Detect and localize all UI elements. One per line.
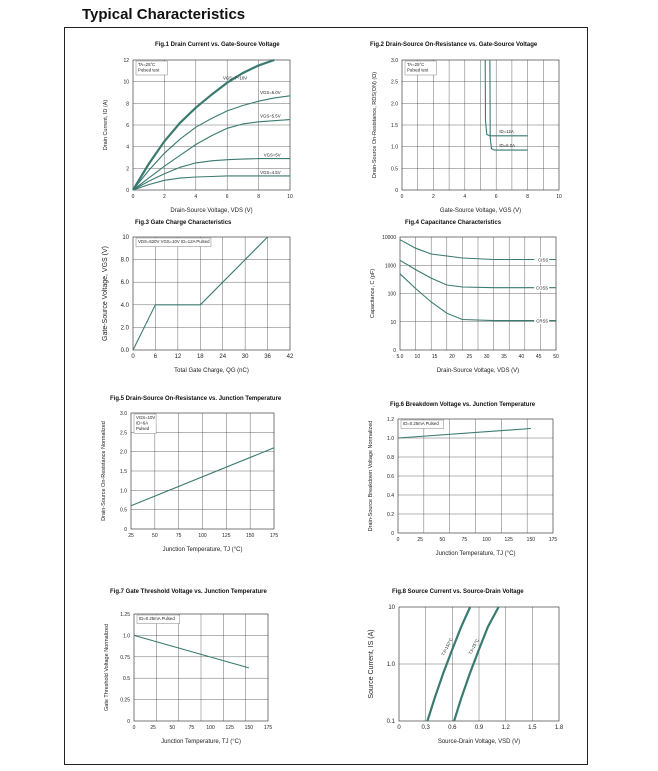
fig5-ytick-label: 3.0 <box>120 411 127 417</box>
fig4-xtick-label: 35 <box>501 354 507 360</box>
fig5-xtick-label: 25 <box>128 533 134 539</box>
fig6-ytick-label: 0.2 <box>387 512 394 518</box>
fig6-xtick-label: 50 <box>439 537 446 543</box>
fig2-ytick-label: 3.0 <box>391 58 398 64</box>
fig1-ytick-label: 12 <box>123 58 129 64</box>
fig8-xtick-label: 0.3 <box>421 725 430 731</box>
fig1-series-label: VGS=5V <box>263 152 281 158</box>
fig4-ytick-label: 1000 <box>384 263 396 270</box>
fig2-xtick-label: 6 <box>494 194 498 200</box>
fig2-xtick-label: 10 <box>556 194 562 200</box>
fig4-ytick-label: 10000 <box>382 235 396 241</box>
fig8-xtick-label: 0.6 <box>448 725 457 731</box>
fig6-xtick-label: 175 <box>548 537 558 543</box>
fig6-series-line <box>398 429 531 439</box>
fig1-note: Pulsed test <box>138 67 160 73</box>
fig1-ytick-label: 2 <box>126 166 129 173</box>
fig7-ytick-label: 1.0 <box>123 633 130 640</box>
fig6-note: ID=0.25mA Pulsed <box>403 421 439 426</box>
fig3-xtick-label: 24 <box>219 354 227 360</box>
fig1-panel <box>90 36 300 214</box>
fig3-ytick-label: 2.0 <box>120 325 129 332</box>
fig7-ytick-label: 0.5 <box>123 676 130 683</box>
fig1-ytick-label: 8 <box>126 101 129 108</box>
fig2-ytick-label: 1.0 <box>391 144 398 151</box>
fig5-note: ID=6A <box>136 420 149 426</box>
fig8-ytick-label: 1.0 <box>386 662 395 668</box>
fig7-xtick-label: 150 <box>244 725 254 731</box>
fig3-ylabel: Gate-Source Voltage, VGS (V) <box>102 246 109 341</box>
fig3-xtick-label: 18 <box>196 354 204 360</box>
fig1-chart <box>90 36 300 214</box>
fig8-xlabel: Source-Drain Voltage, VSD (V) <box>437 739 521 745</box>
fig2-series-label: ID=12A <box>499 128 514 134</box>
fig8-series-label: TJ=25°C <box>467 638 480 656</box>
fig6-xtick-label: 150 <box>526 537 536 543</box>
fig4-xtick-label: 15 <box>431 354 438 360</box>
fig7-xlabel: Junction Temperature, TJ (°C) <box>161 739 241 745</box>
fig8-series-label: TJ=150°C <box>440 637 454 657</box>
fig8-ytick-label: 0.1 <box>386 719 395 725</box>
fig4-ytick-label: 100 <box>387 291 396 298</box>
fig4-xtick-label: 5.0 <box>396 354 404 360</box>
fig4-chart <box>360 212 570 382</box>
fig4-xtick-label: 25 <box>466 354 473 360</box>
fig3-xtick-label: 6 <box>153 354 158 360</box>
fig5-xtick-label: 175 <box>269 533 279 539</box>
fig3-ytick-label: 4.0 <box>120 302 129 309</box>
fig5-xlabel: Junction Temperature, TJ (°C) <box>162 547 243 553</box>
fig1-xlabel: Drain-Source Voltage, VDS (V) <box>170 208 253 214</box>
fig2-ytick-label: 0 <box>395 188 398 194</box>
fig4-xlabel: Drain-Source Voltage, VDS (V) <box>436 368 520 374</box>
fig6-title: Fig.6 Breakdown Voltage vs. Junction Temperature <box>390 402 536 408</box>
fig3-xtick-label: 0 <box>131 354 135 360</box>
fig2-ytick-label: 2.0 <box>391 101 398 108</box>
fig4-ytick-label: 0 <box>393 348 396 354</box>
fig5-xtick-label: 75 <box>175 533 182 539</box>
fig5-xtick-label: 125 <box>222 533 231 539</box>
fig2-series-line <box>490 60 528 150</box>
fig1-xtick-label: 8 <box>257 194 260 200</box>
fig7-xtick-label: 50 <box>169 725 176 731</box>
fig2-ylabel: Drain-Source On-Resistance, RDS(ON) (Ω) <box>372 71 378 179</box>
fig6-xlabel: Junction Temperature, TJ (°C) <box>435 551 516 557</box>
fig2-xlabel: Gate-Source Voltage, VGS (V) <box>439 208 522 214</box>
fig2-series-label: ID=6.0A <box>499 143 515 149</box>
fig8-xtick-label: 1.2 <box>501 725 510 731</box>
fig6-panel <box>362 398 567 568</box>
fig4-xtick-label: 20 <box>449 354 455 360</box>
fig7-xtick-label: 100 <box>206 725 215 731</box>
fig5-xtick-label: 50 <box>152 533 158 539</box>
fig1-ylabel: Drain Current, ID (A) <box>103 99 109 151</box>
fig1-xtick-label: 4 <box>194 194 198 200</box>
fig7-xtick-label: 175 <box>263 725 273 731</box>
fig4-title: Fig.4 Capacitance Characteristics <box>405 220 502 226</box>
fig4-xtick-label: 30 <box>483 354 490 360</box>
fig1-ytick-label: 10 <box>123 79 129 86</box>
fig3-xtick-label: 30 <box>241 354 249 360</box>
fig3-title: Fig.3 Gate Charge Characteristics <box>135 220 232 226</box>
fig8-xtick-label: 1.8 <box>554 725 564 731</box>
fig3-xlabel: Total Gate Charge, QG (nC) <box>174 368 249 374</box>
fig2-title: Fig.2 Drain-Source On-Resistance vs. Gate-Source Voltage <box>370 42 538 48</box>
fig6-xtick-label: 125 <box>504 537 513 543</box>
fig6-chart <box>362 398 567 568</box>
fig7-ytick-label: 0.75 <box>120 654 130 661</box>
fig1-xtick-label: 10 <box>287 194 293 200</box>
fig8-xtick-label: 0.9 <box>474 725 484 731</box>
fig6-ylabel: Drain-Source Breakdown Voltage Normalized <box>368 420 374 532</box>
fig1-xtick-label: 0 <box>131 194 135 200</box>
page-title: Typical Characteristics <box>82 6 246 23</box>
fig2-series-line <box>485 60 527 136</box>
fig8-title: Fig.8 Source Current vs. Source-Drain Voltage <box>392 589 524 595</box>
fig6-xtick-label: 100 <box>482 537 491 543</box>
fig4-panel <box>360 212 570 382</box>
fig8-xtick-label: 0 <box>397 725 401 731</box>
fig4-series-label: CISS <box>538 257 549 263</box>
fig6-ytick-label: 0.4 <box>387 493 394 499</box>
fig8-xtick-label: 1.5 <box>528 725 537 731</box>
fig1-ytick-label: 4 <box>126 144 129 151</box>
fig3-ytick-label: 0.0 <box>120 348 129 354</box>
fig5-title: Fig.5 Drain-Source On-Resistance vs. Junction Temperature <box>110 396 282 402</box>
fig7-panel <box>98 585 303 755</box>
fig3-ytick-label: 10 <box>122 235 129 241</box>
fig1-xtick-label: 6 <box>225 194 229 200</box>
fig5-ytick-label: 0.5 <box>120 507 127 514</box>
fig6-ytick-label: 0 <box>391 531 394 537</box>
fig2-xtick-label: 2 <box>432 194 435 200</box>
fig5-xtick-label: 100 <box>198 533 207 539</box>
fig8-panel <box>362 585 567 755</box>
fig7-xtick-label: 75 <box>188 725 195 731</box>
fig4-series-label: COSS <box>536 285 549 291</box>
fig3-xtick-label: 42 <box>286 354 294 360</box>
fig3-chart <box>90 212 300 382</box>
fig3-xtick-label: 36 <box>264 354 271 360</box>
fig5-ytick-label: 1.0 <box>120 488 127 495</box>
fig5-ytick-label: 1.5 <box>120 469 127 475</box>
fig2-chart <box>360 36 570 214</box>
fig1-series-label: VGS=7~10V <box>222 75 248 81</box>
fig1-series-label: VGS=5.5V <box>260 113 281 119</box>
fig3-ytick-label: 8.0 <box>120 257 129 264</box>
fig4-series-label: CRSS <box>536 318 549 324</box>
fig2-ytick-label: 0.5 <box>391 166 398 173</box>
fig4-xtick-label: 10 <box>414 354 421 360</box>
fig6-ytick-label: 1.2 <box>387 417 394 423</box>
fig1-series-label: VGS=6.0V <box>260 89 281 95</box>
fig7-series-line <box>134 635 249 668</box>
fig5-panel <box>98 392 298 562</box>
fig2-note: Pulsed test <box>407 67 429 73</box>
fig6-xtick-label: 75 <box>461 537 468 543</box>
fig7-xtick-label: 125 <box>225 725 234 731</box>
fig6-xtick-label: 0 <box>396 537 400 543</box>
fig5-ytick-label: 2.0 <box>120 449 127 456</box>
fig1-title: Fig.1 Drain Current vs. Gate-Source Voltage <box>155 42 280 48</box>
fig3-xtick-label: 12 <box>174 354 182 360</box>
fig7-ytick-label: 1.25 <box>120 612 130 618</box>
fig7-xtick-label: 0 <box>132 725 136 731</box>
fig8-ytick-label: 10 <box>388 605 395 611</box>
fig2-xtick-label: 0 <box>400 194 404 200</box>
fig5-note: VGS=10V <box>136 415 156 420</box>
fig1-ytick-label: 0 <box>126 188 129 194</box>
fig3-note: VDS=520V VGS=10V ID=12A Pulsed <box>138 239 210 244</box>
fig4-xtick-label: 45 <box>535 354 542 360</box>
fig1-ytick-label: 6 <box>126 123 129 129</box>
fig7-title: Fig.7 Gate Threshold Voltage vs. Junction Temperature <box>110 589 267 595</box>
fig3-panel <box>90 212 300 382</box>
fig2-ytick-label: 2.5 <box>391 79 398 86</box>
fig5-chart <box>98 392 298 562</box>
fig5-ytick-label: 0 <box>124 527 127 533</box>
fig1-note: TA=25°C <box>138 62 156 67</box>
fig6-ytick-label: 1.0 <box>387 436 394 442</box>
fig4-ylabel: Capacitance, C (pF) <box>370 268 376 319</box>
fig4-xtick-label: 40 <box>518 354 525 360</box>
fig7-ylabel: Gate Threshold Voltage Normalized <box>104 623 110 712</box>
fig8-ylabel: Source Current, IS (A) <box>368 629 375 699</box>
fig2-xtick-label: 8 <box>526 194 529 200</box>
fig5-xtick-label: 150 <box>245 533 255 539</box>
fig7-ytick-label: 0 <box>127 719 130 725</box>
fig6-ytick-label: 0.8 <box>387 455 394 461</box>
fig5-ylabel: Drain-Source On-Resistance Normalized <box>101 421 107 521</box>
fig1-xtick-label: 2 <box>163 194 166 200</box>
fig3-ytick-label: 6.0 <box>120 280 129 287</box>
fig6-ytick-label: 0.6 <box>387 474 394 480</box>
fig2-ytick-label: 1.5 <box>391 123 398 129</box>
fig2-panel <box>360 36 570 214</box>
fig7-note: ID=0.25mA Pulsed <box>139 616 175 621</box>
fig5-note: Pulsed <box>136 426 150 431</box>
fig4-xtick-label: 50 <box>553 354 559 360</box>
fig7-ytick-label: 0.25 <box>120 697 130 704</box>
fig5-ytick-label: 2.5 <box>120 430 127 437</box>
fig7-xtick-label: 25 <box>150 725 156 731</box>
fig2-note: TA=25°C <box>407 62 425 67</box>
fig4-ytick-label: 10 <box>390 319 396 326</box>
fig8-chart <box>362 585 567 755</box>
fig1-series-label: VGS=4.5V <box>260 169 281 175</box>
fig2-xtick-label: 4 <box>463 194 467 200</box>
fig7-chart <box>98 585 303 755</box>
fig6-xtick-label: 25 <box>417 537 423 543</box>
